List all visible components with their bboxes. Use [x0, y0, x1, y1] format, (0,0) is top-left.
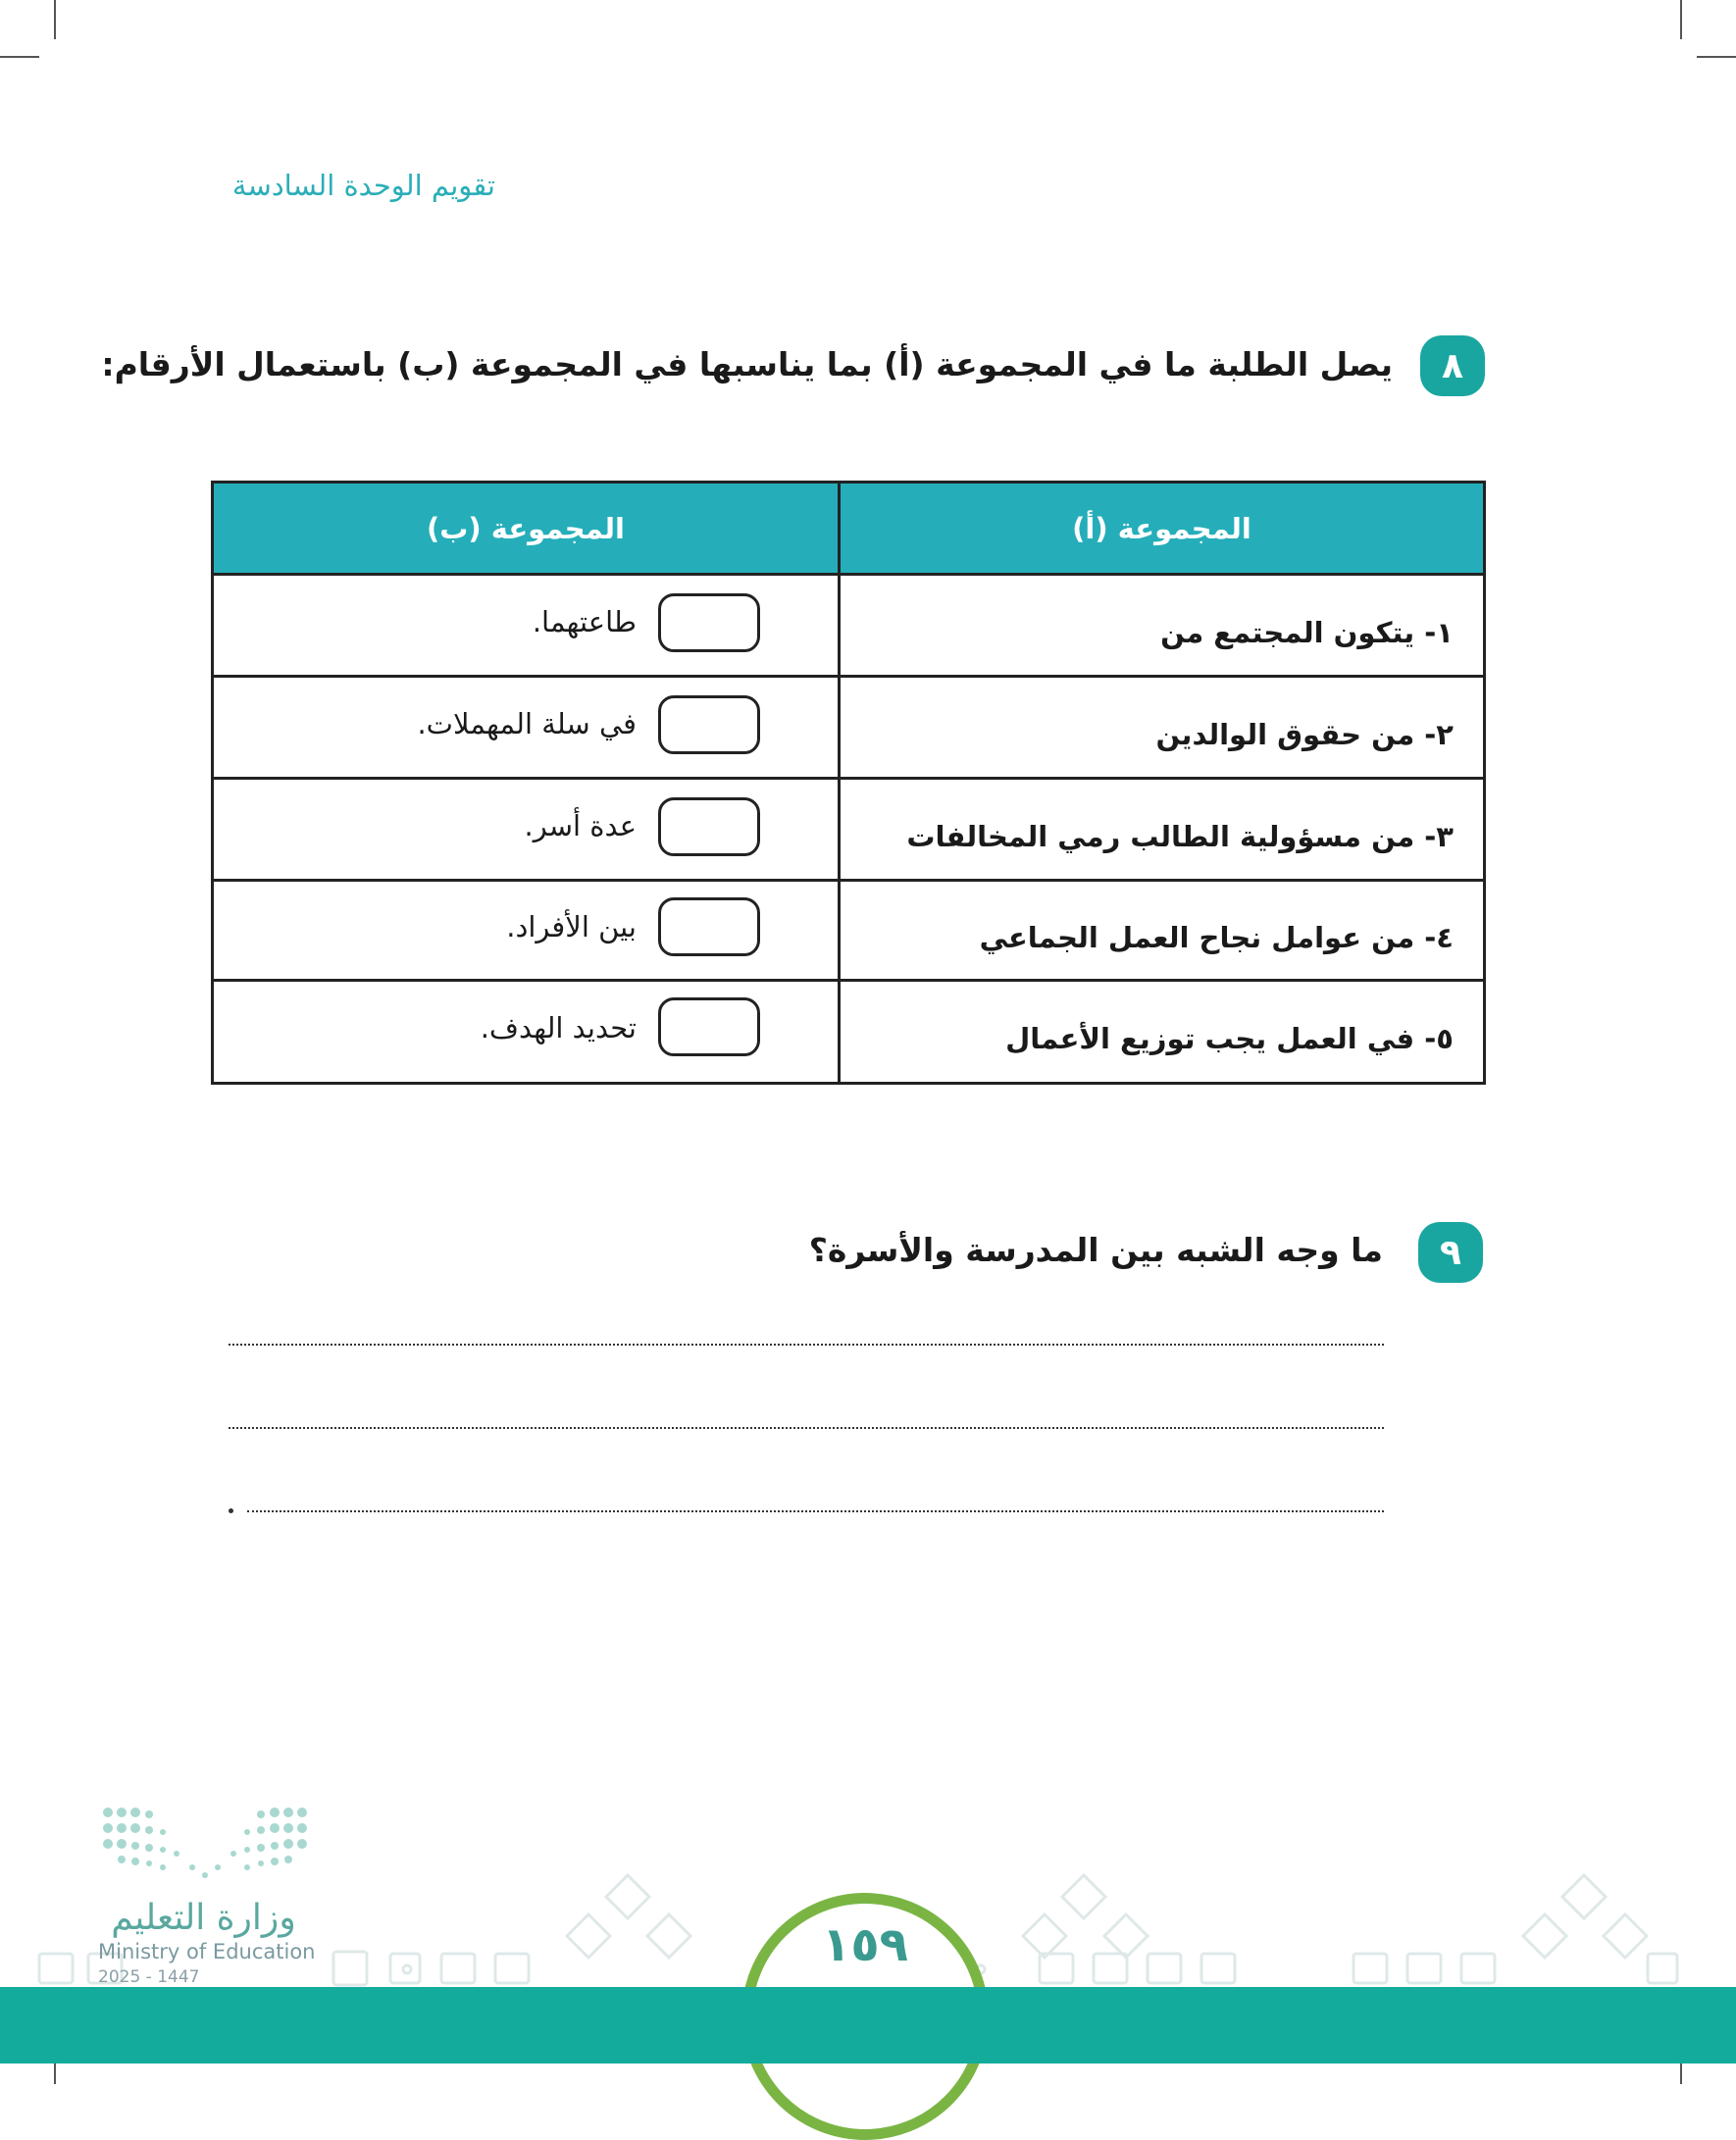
group-a-item: ٤- من عوامل نجاح العمل الجماعي	[979, 920, 1454, 954]
answer-box-4[interactable]	[658, 897, 760, 956]
group-a-item: ٣- من مسؤولية الطالب رمي المخالفات	[906, 819, 1454, 853]
question-9-badge: ٩	[1418, 1222, 1483, 1283]
question-8-text: يصل الطلبة ما في المجموعة (أ) بما يناسبها في المجموعة (ب) باستعمال الأرقام:	[101, 345, 1393, 383]
answer-line-3[interactable]	[247, 1510, 1384, 1512]
header-group-b: المجموعة (ب)	[427, 511, 625, 545]
group-b-item: بين الأفراد.	[506, 909, 637, 943]
footer-band	[0, 1987, 1736, 2064]
answer-line-2[interactable]	[229, 1427, 1384, 1429]
column-divider	[838, 484, 841, 1082]
crop-mark	[1680, 0, 1682, 39]
group-b-item: طاعتهما.	[532, 604, 637, 638]
table-row	[214, 780, 1483, 882]
ministry-logo-icon	[98, 1803, 314, 1896]
ministry-name-en: Ministry of Education	[98, 1940, 316, 1963]
answer-box-5[interactable]	[658, 997, 760, 1056]
header-group-a: المجموعة (أ)	[1072, 511, 1251, 545]
answer-box-3[interactable]	[658, 797, 760, 856]
unit-title: تقويم الوحدة السادسة	[231, 169, 495, 202]
group-b-item: في سلة المهملات.	[417, 706, 637, 740]
question-8-badge: ٨	[1420, 335, 1485, 396]
crop-mark	[1697, 56, 1736, 58]
group-b-item: عدة أسر.	[524, 808, 637, 842]
table-header-row	[214, 484, 1483, 576]
group-a-item: ٥- في العمل يجب توزيع الأعمال	[1005, 1022, 1454, 1055]
crop-mark	[0, 56, 39, 58]
answer-box-1[interactable]	[658, 593, 760, 652]
group-a-item: ١- يتكون المجتمع من	[1160, 615, 1454, 649]
answer-line-1[interactable]	[229, 1344, 1384, 1346]
table-row	[214, 982, 1483, 1082]
ministry-year: 2025 - 1447	[98, 1967, 200, 1987]
answer-box-2[interactable]	[658, 695, 760, 754]
question-9-text: ما وجه الشبه بين المدرسة والأسرة؟	[808, 1231, 1383, 1269]
page-number: ١٥٩	[822, 1917, 908, 1972]
group-b-item: تحديد الهدف.	[480, 1011, 637, 1045]
group-a-item: ٢- من حقوق الوالدين	[1155, 717, 1454, 751]
crop-mark	[54, 0, 56, 39]
table-row	[214, 678, 1483, 780]
table-row	[214, 576, 1483, 678]
ministry-name-ar: وزارة التعليم	[111, 1898, 296, 1938]
matching-table	[211, 481, 1486, 1085]
end-period	[229, 1508, 233, 1513]
table-row	[214, 882, 1483, 982]
